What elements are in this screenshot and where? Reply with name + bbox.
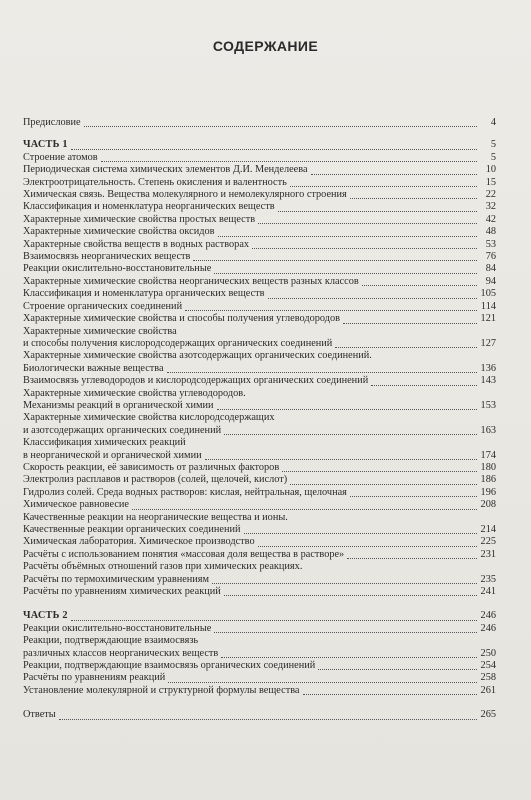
toc-entry (23, 635, 496, 660)
toc-entry-title: Характерные химические свойства оксидов (23, 226, 215, 238)
toc-entry-page: 48 (485, 226, 496, 238)
toc-entry-title: Электролиз расплавов и растворов (солей, щелочей, кислот) (23, 474, 288, 486)
toc-entry-page: 32 (485, 201, 496, 213)
toc-entry (23, 685, 496, 697)
toc-entry-page: 94 (485, 275, 496, 287)
toc-entry-line: Характерные химические свойства кислородсодержащих (23, 412, 275, 424)
toc-entry (23, 499, 496, 511)
toc-entry (23, 586, 496, 598)
dot-leader (205, 458, 477, 460)
dot-leader (311, 173, 477, 175)
toc-entry-title: Классификация и номенклатура органических веществ (23, 288, 265, 300)
toc-entry-row (23, 276, 496, 288)
toc-entry-row (23, 251, 496, 263)
toc-entry-line: Классификация химических реакций (23, 437, 186, 449)
toc-entry (23, 263, 496, 275)
toc-entry (23, 412, 496, 437)
toc-entry-row (23, 586, 496, 598)
toc-entry (23, 561, 496, 586)
toc-entry (23, 313, 496, 325)
part-2-entries (23, 623, 496, 697)
toc-entry-title: Предисловие (23, 117, 81, 128)
toc-entry-page: 22 (485, 189, 496, 201)
toc-entry-title: Качественные реакции органических соединений (23, 524, 241, 535)
table-of-contents (23, 117, 496, 722)
dot-leader (224, 594, 477, 596)
toc-entry (23, 536, 496, 548)
dot-leader (282, 470, 477, 472)
toc-entry-line: Характерные химические свойства азотсодержащих органических соединений. (23, 350, 372, 362)
toc-entry-row (23, 524, 496, 536)
toc-entry-page: 53 (485, 238, 496, 250)
toc-entry-row (23, 536, 496, 548)
toc-entry-page: 114 (480, 300, 496, 312)
toc-entry-page: 196 (480, 486, 496, 498)
dot-leader (303, 693, 478, 695)
toc-entry (23, 177, 496, 189)
toc-entry-row (23, 313, 496, 325)
toc-entry-page: 250 (480, 647, 496, 659)
dot-leader (185, 309, 477, 311)
dot-leader (335, 346, 477, 348)
dot-leader (71, 619, 477, 621)
toc-entry (23, 164, 496, 176)
toc-entry-title: Характерные химические свойства неорганических веществ разных классов (23, 275, 359, 287)
dot-leader (167, 371, 477, 373)
toc-entry-title: Механизмы реакций в органической химии (23, 399, 214, 411)
toc-entry-page: 186 (480, 474, 496, 486)
toc-entry-page: 214 (480, 524, 496, 535)
toc-entry-row (23, 239, 496, 251)
toc-entry-row (23, 623, 496, 635)
toc-entry-row (23, 288, 496, 300)
dot-leader (132, 508, 477, 510)
toc-entry-title: Химическая лаборатория. Химическое производство (23, 536, 255, 548)
toc-entry-title: Взаимосвязь углеводородов и кислородсодержащих органических соединений (23, 375, 369, 387)
toc-entry-row (23, 338, 496, 350)
dot-leader (350, 495, 477, 497)
toc-entry-row (23, 685, 496, 697)
toc-entry-title: Расчёты с использованием понятия «массовая доля вещества в растворе» (23, 548, 345, 560)
toc-entry-title: в неорганической и органической химии (23, 449, 202, 461)
toc-entry-row (23, 214, 496, 226)
toc-entry (23, 549, 496, 561)
dot-leader (101, 160, 477, 162)
dot-leader (224, 433, 477, 435)
dot-leader (252, 247, 477, 249)
toc-entry-page: 153 (480, 399, 496, 411)
toc-entry-page: 4 (490, 117, 496, 128)
toc-entry-row (23, 672, 496, 684)
toc-entry-row (23, 549, 496, 561)
dot-leader (268, 297, 477, 299)
toc-entry (23, 251, 496, 263)
toc-entry-line: Расчёты объёмных отношений газов при химических реакциях. (23, 561, 303, 573)
toc-entry-row (23, 201, 496, 213)
toc-entry-row (23, 263, 496, 275)
dot-leader (193, 259, 477, 261)
dot-leader (362, 284, 477, 286)
toc-entry-row (23, 450, 496, 462)
toc-entry-page: 42 (485, 213, 496, 225)
part-page: 5 (490, 139, 496, 151)
toc-entry-title: Расчёты по термохимическим уравнениям (23, 573, 210, 585)
toc-entry (23, 189, 496, 201)
toc-entry-page: 76 (485, 251, 496, 263)
toc-entry-title: и азотсодержащих органических соединений (23, 424, 222, 436)
toc-entry (23, 152, 496, 164)
dot-leader (318, 668, 477, 670)
toc-entry (23, 288, 496, 300)
toc-entry-page: 241 (480, 586, 496, 598)
toc-entry-row (23, 177, 496, 189)
toc-entry-page: 225 (480, 536, 496, 548)
toc-entry-title: Расчёты по уравнениям реакций (23, 672, 166, 684)
dot-leader (217, 408, 477, 410)
toc-entry (23, 226, 496, 238)
toc-entry-title: Химическое равновесие (23, 499, 129, 511)
toc-entry (23, 239, 496, 251)
toc-entry (23, 301, 496, 313)
dot-leader (347, 557, 477, 559)
toc-entry-page: 254 (480, 660, 496, 672)
toc-entry-title: Характерные химические свойства простых веществ (23, 213, 256, 225)
toc-entry-title: Реакции окислительно-восстановительные (23, 622, 212, 634)
toc-entry-page: 235 (480, 573, 496, 585)
toc-entry-title: Строение органических соединений (23, 300, 183, 312)
dot-leader (350, 197, 477, 199)
toc-entry-page: 261 (480, 684, 496, 696)
toc-entry-title: Реакции окислительно-восстановительные (23, 263, 212, 275)
toc-entry-title: Периодическая система химических элементов Д.И. Менделеева (23, 164, 308, 176)
toc-entry-page: 15 (485, 176, 496, 188)
part-page: 246 (480, 610, 496, 622)
toc-entry-title: и способы получения кислородсодержащих органических соединений (23, 337, 333, 349)
dot-leader (371, 384, 477, 386)
toc-entry (23, 623, 496, 635)
part-title: ЧАСТЬ 1 (23, 139, 68, 151)
toc-entry-page: 143 (480, 375, 496, 387)
toc-entry-page: 163 (480, 424, 496, 436)
toc-entry-title: различных классов неорганических веществ (23, 647, 219, 659)
toc-entry (23, 201, 496, 213)
toc-entry-row (23, 363, 496, 375)
toc-entry-row (23, 574, 496, 586)
dot-leader (214, 272, 477, 274)
toc-entry-page: 180 (480, 461, 496, 473)
toc-entry-title: Биологически важные вещества (23, 362, 164, 374)
toc-entry-page: 258 (480, 672, 496, 684)
toc-entry (23, 660, 496, 672)
page-title: СОДЕРЖАНИЕ (212, 38, 319, 54)
toc-entry-row (23, 400, 496, 412)
toc-entry-row (23, 660, 496, 672)
toc-entry-page: 136 (480, 362, 496, 374)
toc-entry-row (23, 648, 496, 660)
part-title: ЧАСТЬ 2 (23, 610, 68, 622)
toc-entry (23, 474, 496, 486)
toc-entry-row (23, 152, 496, 164)
dot-leader (221, 656, 477, 658)
toc-entry (23, 462, 496, 474)
dot-leader (71, 148, 477, 150)
dot-leader (258, 545, 477, 547)
toc-entry (23, 326, 496, 351)
dot-leader (214, 631, 477, 633)
part-1-entries (23, 152, 496, 599)
toc-entry (23, 214, 496, 226)
toc-entry-page: 121 (480, 313, 496, 325)
dot-leader (218, 235, 478, 237)
toc-entry-row (23, 189, 496, 201)
toc-entry-row (23, 164, 496, 176)
toc-entry-answers (23, 709, 496, 721)
toc-entry-row (23, 425, 496, 437)
toc-entry (23, 388, 496, 413)
toc-entry (23, 672, 496, 684)
toc-entry (23, 350, 496, 375)
toc-part-1 (23, 139, 496, 151)
toc-entry-line: Реакции, подтверждающие взаимосвязь (23, 635, 199, 647)
dot-leader (168, 681, 477, 683)
toc-entry-title: Установление молекулярной и структурной формулы вещества (23, 684, 300, 696)
toc-entry (23, 276, 496, 288)
toc-entry-title: Скорость реакции, её зависимость от различных факторов (23, 461, 280, 473)
dot-leader (84, 125, 477, 127)
toc-entry-title: Электроотрицательность. Степень окисления и валентность (23, 176, 287, 188)
toc-entry (23, 487, 496, 499)
dot-leader (290, 185, 477, 187)
toc-entry-title: Классификация и номенклатура неорганических веществ (23, 201, 275, 213)
toc-entry-row (23, 487, 496, 499)
toc-entry (23, 437, 496, 462)
dot-leader (212, 582, 477, 584)
toc-entry-page: 231 (480, 548, 496, 560)
toc-entry-page: 208 (480, 499, 496, 511)
toc-entry-page: 127 (480, 337, 496, 349)
dot-leader (278, 210, 477, 212)
toc-entry-title: Гидролиз солей. Среда водных растворов: кислая, нейтральная, щелочная (23, 486, 347, 498)
toc-entry-title: Расчёты по уравнениям химических реакций (23, 586, 221, 598)
toc-entry-page: 246 (480, 622, 496, 634)
toc-entry-title: Реакции, подтверждающие взаимосвязь органических соединений (23, 660, 316, 672)
toc-part-2 (23, 610, 496, 622)
toc-entry-line: Характерные химические свойства углеводородов. (23, 387, 246, 399)
dot-leader (258, 222, 477, 224)
toc-entry-row (23, 226, 496, 238)
toc-entry-page: 265 (480, 709, 496, 721)
toc-entry-page: 174 (480, 449, 496, 461)
toc-entry-title: Ответы (23, 709, 56, 721)
toc-entry-row (23, 462, 496, 474)
toc-entry-row (23, 499, 496, 511)
toc-entry-title: Взаимосвязь неорганических веществ (23, 251, 191, 263)
toc-entry-row (23, 301, 496, 313)
toc-entry-line: Качественные реакции на неорганические вещества и ионы. (23, 511, 288, 523)
toc-entry-title: Характерные свойства веществ в водных растворах (23, 238, 250, 250)
toc-entry-preface (23, 117, 496, 129)
toc-entry-line: Характерные химические свойства (23, 325, 177, 337)
dot-leader (290, 483, 477, 485)
toc-entry (23, 512, 496, 537)
toc-entry-row (23, 474, 496, 486)
toc-entry-page: 105 (480, 288, 496, 300)
dot-leader (343, 322, 477, 324)
toc-entry-page: 5 (490, 151, 496, 163)
toc-entry-page: 10 (485, 164, 496, 176)
toc-entry-row (23, 375, 496, 387)
toc-entry-title: Характерные химические свойства и способы получения углеводородов (23, 313, 341, 325)
toc-entry-page: 84 (485, 263, 496, 275)
dot-leader (244, 532, 477, 534)
dot-leader (59, 718, 477, 720)
toc-entry-title: Химическая связь. Вещества молекулярного и немолекулярного строения (23, 189, 347, 201)
toc-entry (23, 375, 496, 387)
toc-entry-title: Строение атомов (23, 151, 98, 163)
